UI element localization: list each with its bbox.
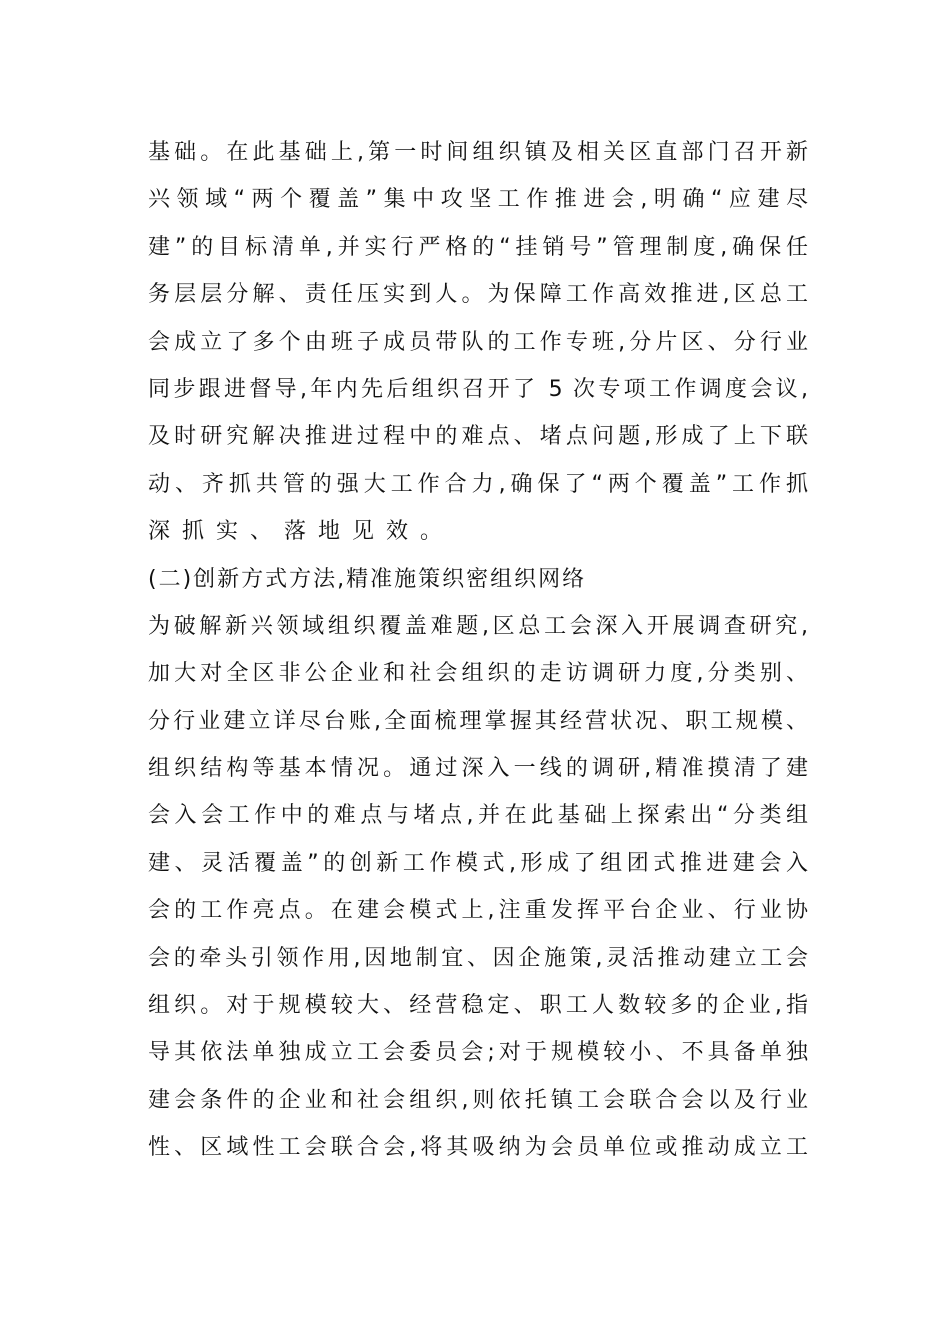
- paragraph-line: 组织结构等基本情况。通过深入一线的调研,精准摸清了建: [148, 756, 808, 782]
- paragraph-line: 基础。在此基础上,第一时间组织镇及相关区直部门召开新: [148, 140, 808, 165]
- paragraph-line: 建会条件的企业和社会组织,则依托镇工会联合会以及行业: [148, 1087, 808, 1113]
- paragraph-line: 会入会工作中的难点与堵点,并在此基础上探索出“分类组: [148, 803, 808, 829]
- paragraph-line: 为破解新兴领域组织覆盖难题,区总工会深入开展调查研究,: [148, 613, 808, 639]
- paragraph-line: 会成立了多个由班子成员带队的工作专班,分片区、分行业: [148, 329, 808, 355]
- paragraph-line: 兴领域“两个覆盖”集中攻坚工作推进会,明确“应建尽: [148, 187, 808, 213]
- paragraph-line: 建、灵活覆盖”的创新工作模式,形成了组团式推进建会入: [148, 850, 808, 876]
- paragraph-line: 建”的目标清单,并实行严格的“挂销号”管理制度,确保任: [148, 234, 808, 260]
- paragraph-line: 会的工作亮点。在建会模式上,注重发挥平台企业、行业协: [148, 898, 808, 924]
- paragraph-line: 务层层分解、责任压实到人。为保障工作高效推进,区总工: [148, 282, 808, 308]
- section-heading: (二)创新方式方法,精准施策织密组织网络: [148, 566, 587, 592]
- document-page: [148, 129, 808, 1172]
- paragraph-line: 深抓实、落地见效。: [148, 519, 455, 545]
- paragraph-line: 导其依法单独成立工会委员会;对于规模较小、不具备单独: [148, 1040, 808, 1066]
- paragraph-line: 加大对全区非公企业和社会组织的走访调研力度,分类别、: [148, 661, 808, 687]
- paragraph-line: 分行业建立详尽台账,全面梳理掌握其经营状况、职工规模、: [148, 708, 808, 734]
- paragraph-line: 会的牵头引领作用,因地制宜、因企施策,灵活推动建立工会: [148, 945, 808, 971]
- paragraph-line: 动、齐抓共管的强大工作合力,确保了“两个覆盖”工作抓: [148, 471, 808, 497]
- paragraph-line: 及时研究解决推进过程中的难点、堵点问题,形成了上下联: [148, 424, 808, 450]
- paragraph-line: 性、区域性工会联合会,将其吸纳为会员单位或推动成立工: [148, 1135, 808, 1161]
- paragraph-line: 同步跟进督导,年内先后组织召开了 5 次专项工作调度会议,: [148, 376, 808, 402]
- paragraph-line: 组织。对于规模较大、经营稳定、职工人数较多的企业,指: [148, 993, 808, 1019]
